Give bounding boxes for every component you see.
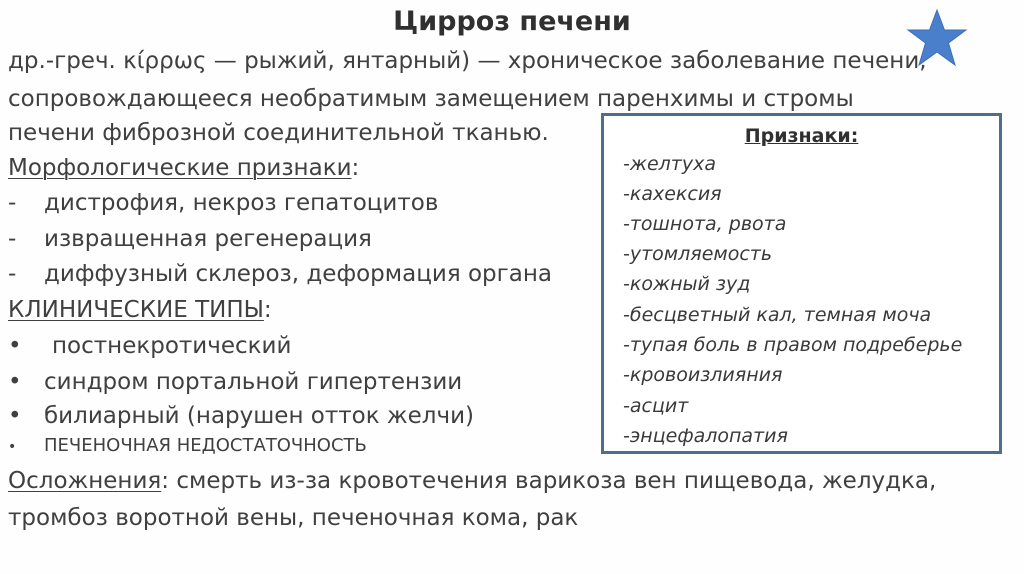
signs-box-title: Признаки:: [744, 125, 859, 147]
morph-item-text: дистрофия, некроз гепатоцитов: [44, 190, 439, 216]
sign-item: -асцит: [623, 395, 689, 417]
clinical-item-text: билиарный (нарушен отток желчи): [44, 403, 475, 429]
clinical-heading-text: КЛИНИЧЕСКИЕ ТИПЫ: [8, 297, 264, 323]
sign-item: -кожный зуд: [623, 273, 751, 295]
signs-box: [601, 113, 1002, 454]
morph-heading: [8, 153, 359, 183]
sign-item: -бесцветный кал, темная моча: [623, 304, 932, 326]
morph-item: [8, 224, 372, 254]
definition-line-2: сопровождающееся необратимым замещением паренхимы и стромы: [8, 86, 854, 112]
morph-heading-text: Морфологические признаки: [8, 155, 352, 181]
sign-item: -тошнота, рвота: [623, 213, 787, 235]
bullet-marker: •: [8, 369, 22, 395]
sign-item: -энцефалопатия: [623, 425, 788, 447]
slide-title: Цирроз печени: [393, 6, 631, 37]
sign-item: -кахексия: [623, 183, 722, 205]
clinical-item-text: ПЕЧЕНОЧНАЯ НЕДОСТАТОЧНОСТЬ: [44, 435, 367, 456]
clinical-item: [8, 401, 474, 431]
bullet-marker: •: [8, 439, 17, 455]
bullet-marker: •: [8, 403, 22, 429]
sign-item: -желтуха: [623, 153, 717, 175]
dash-marker: -: [8, 261, 17, 287]
bullet-marker: •: [8, 333, 22, 359]
morph-item-text: извращенная регенерация: [44, 226, 372, 252]
complications-text: : смерть из-за кровотечения варикоза вен пищевода, желудка,: [161, 468, 937, 494]
clinical-item: [8, 367, 462, 397]
clinical-item: [8, 331, 291, 361]
definition-line-3: печени фиброзной соединительной тканью.: [8, 120, 549, 146]
sign-item: -утомляемость: [623, 243, 773, 265]
sign-item: -кровоизлияния: [623, 364, 783, 386]
clinical-item-text: синдром портальной гипертензии: [44, 369, 463, 395]
complications-line-2: тромбоз воротной вены, печеночная кома, рак: [8, 505, 579, 531]
dash-marker: -: [8, 226, 17, 252]
complications-heading: Осложнения: [8, 468, 162, 494]
clinical-item-text: постнекротический: [52, 333, 292, 359]
clinical-heading: [8, 295, 272, 325]
morph-item-text: диффузный склероз, деформация органа: [44, 261, 552, 287]
clinical-item: [8, 431, 367, 462]
dash-marker: -: [8, 190, 17, 216]
morph-item: [8, 188, 438, 218]
sign-item: -тупая боль в правом подреберье: [623, 334, 963, 356]
clinical-heading-colon: :: [263, 297, 272, 323]
morph-item: [8, 259, 552, 289]
complications-line-1: [8, 466, 936, 496]
definition-line-1: др.-греч. κίρρως — рыжий, янтарный) — хроническое заболевание печени,: [8, 48, 927, 74]
morph-heading-colon: :: [351, 155, 360, 181]
